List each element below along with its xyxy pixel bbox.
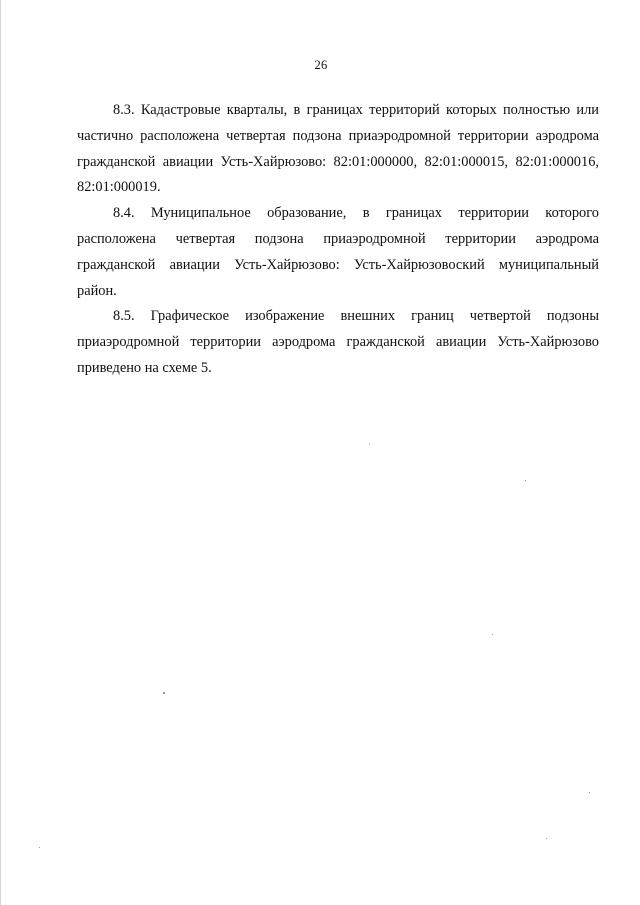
paragraph-8-4: 8.4. Муниципальное образование, в границах территории которого расположена четвертая подзона приаэродромной территории аэродрома гражданской авиации Усть-Хайрюзово: Усть-Хайрюзовоский муниципальный район. — [77, 205, 599, 299]
page-number: 26 — [314, 58, 328, 72]
paragraph-8-3: 8.3. Кадастровые кварталы, в границах территорий которых полностью или частично расположена четвертая подзона приаэродромной территории аэродрома гражданской авиации Усть-Хайрюзово: 82:01:000000, 82:01:000015, 82:01:000016, 82:01:000019. — [77, 102, 599, 196]
scan-speck — [163, 692, 165, 694]
document-body — [77, 98, 599, 382]
scan-speck — [546, 838, 547, 839]
scan-speck — [369, 444, 370, 445]
scan-speck — [589, 792, 590, 793]
paragraph-8-5: 8.5. Графическое изображение внешних границ четвертой подзоны приаэродромной территории аэродрома гражданской авиации Усть-Хайрюзово приведено на схеме 5. — [77, 308, 599, 376]
scan-speck — [39, 847, 40, 848]
scan-speck — [525, 480, 526, 481]
scan-speck — [492, 634, 493, 635]
